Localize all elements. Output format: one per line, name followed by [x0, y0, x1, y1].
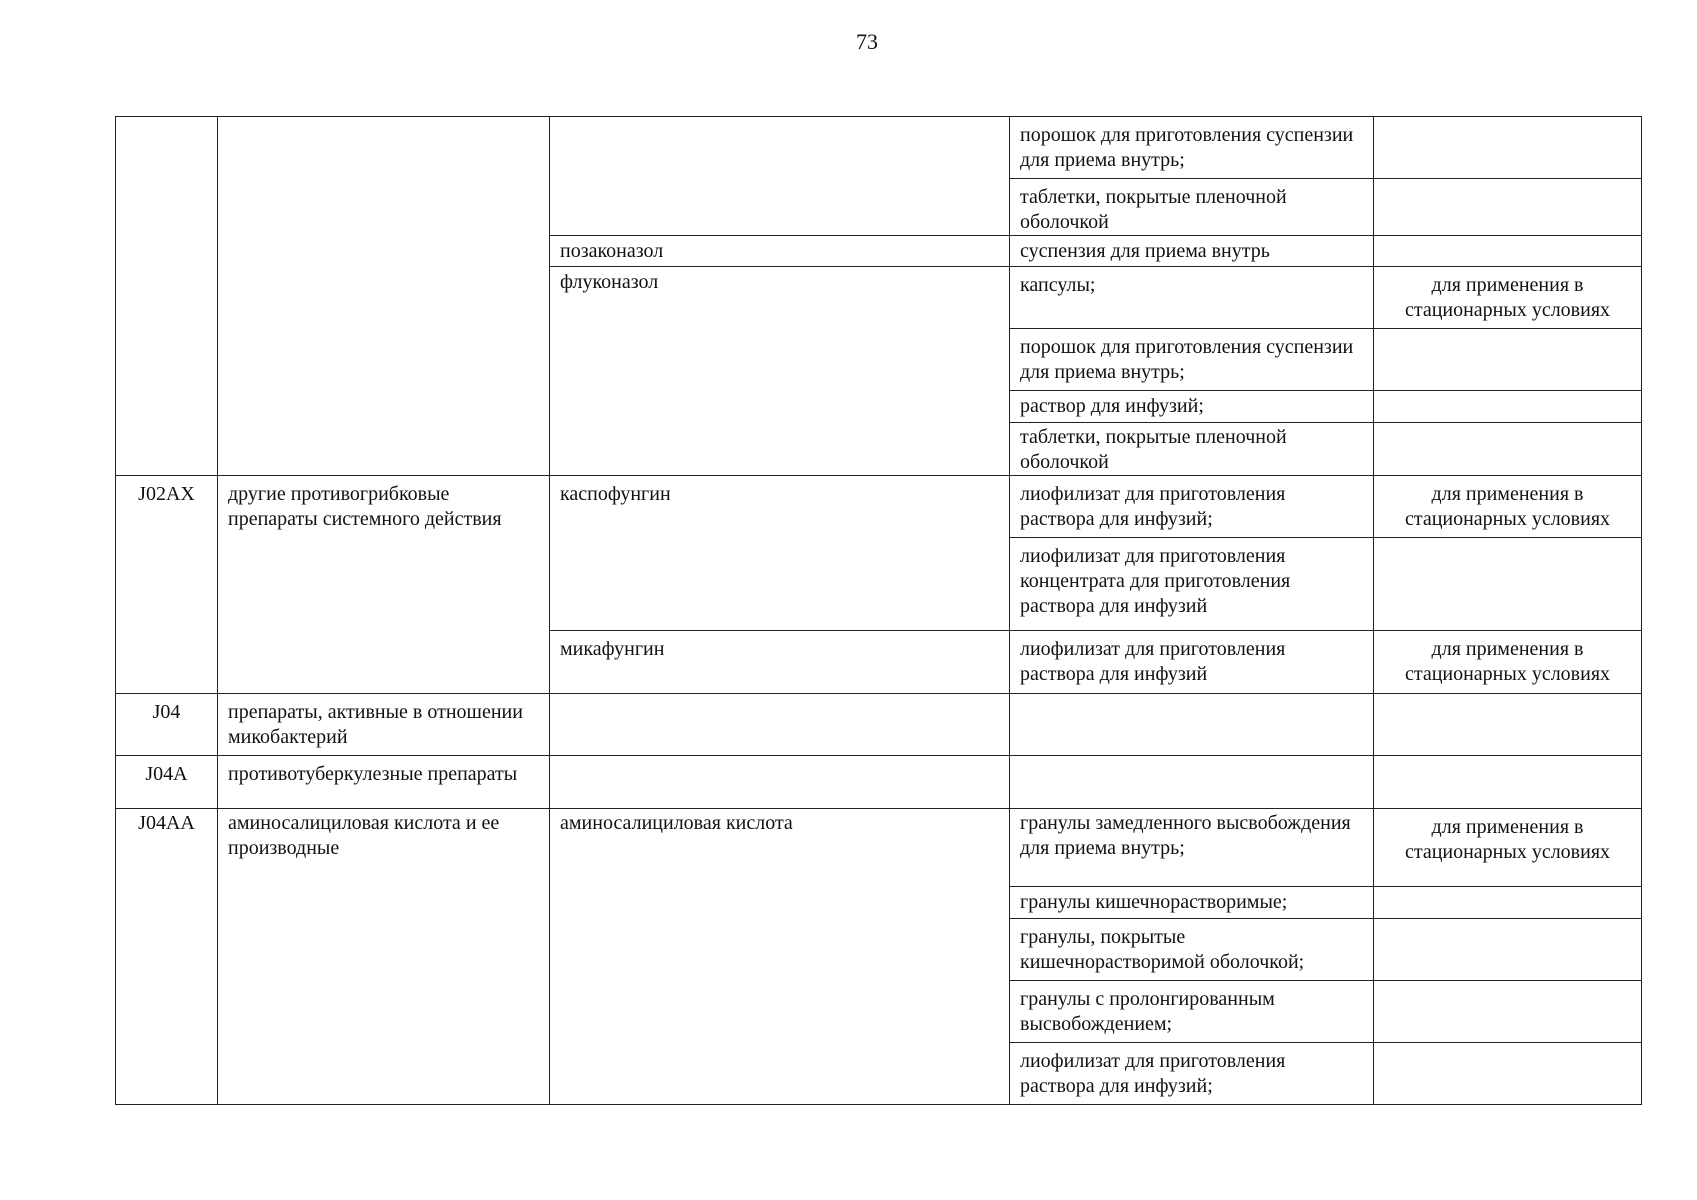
drug-cell	[550, 756, 1010, 809]
form-cell: лиофилизат для приготовления раствора для инфузий	[1010, 631, 1374, 694]
drug-cell: каспофунгин	[550, 476, 1010, 631]
note-cell	[1374, 981, 1642, 1043]
note-cell: для применения в стационарных условиях	[1374, 267, 1642, 329]
code-cell: J04AA	[116, 809, 218, 1105]
note-cell	[1374, 179, 1642, 236]
code-cell: J04A	[116, 756, 218, 809]
group-cell: аминосалициловая кислота и ее производные	[218, 809, 550, 1105]
drug-cell: аминосалициловая кислота	[550, 809, 1010, 1105]
code-cell	[116, 117, 218, 476]
table-row	[116, 476, 1642, 538]
form-cell: гранулы замедленного высвобождения для приема внутрь;	[1010, 809, 1374, 887]
table-row	[116, 756, 1642, 809]
note-cell	[1374, 538, 1642, 631]
note-cell	[1374, 236, 1642, 267]
note-cell	[1374, 423, 1642, 476]
drug-cell	[550, 117, 1010, 236]
note-cell	[1374, 117, 1642, 179]
note-cell	[1374, 919, 1642, 981]
code-cell: J02AX	[116, 476, 218, 694]
form-cell: гранулы с пролонгированным высвобождением;	[1010, 981, 1374, 1043]
form-cell: порошок для приготовления суспензии для приема внутрь;	[1010, 117, 1374, 179]
note-cell	[1374, 329, 1642, 391]
medication-table	[115, 116, 1642, 1105]
page-number: 73	[856, 29, 878, 54]
form-cell: гранулы кишечнорастворимые;	[1010, 887, 1374, 919]
note-cell	[1374, 1043, 1642, 1105]
form-cell: гранулы, покрытые кишечнорастворимой оболочкой;	[1010, 919, 1374, 981]
form-cell: лиофилизат для приготовления раствора для инфузий;	[1010, 476, 1374, 538]
group-cell: другие противогрибковые препараты системного действия	[218, 476, 550, 694]
drug-cell: флуконазол	[550, 267, 1010, 476]
form-cell: лиофилизат для приготовления концентрата для приготовления раствора для инфузий	[1010, 538, 1374, 631]
form-cell: суспензия для приема внутрь	[1010, 236, 1374, 267]
table-row	[116, 117, 1642, 179]
drug-cell: микафунгин	[550, 631, 1010, 694]
form-cell: раствор для инфузий;	[1010, 391, 1374, 423]
group-cell	[218, 117, 550, 476]
form-cell: порошок для приготовления суспензии для приема внутрь;	[1010, 329, 1374, 391]
note-cell	[1374, 391, 1642, 423]
form-cell	[1010, 694, 1374, 756]
form-cell: таблетки, покрытые пленочной оболочкой	[1010, 423, 1374, 476]
note-cell: для применения в стационарных условиях	[1374, 631, 1642, 694]
form-cell	[1010, 756, 1374, 809]
table-row	[116, 809, 1642, 887]
note-cell	[1374, 756, 1642, 809]
note-cell	[1374, 694, 1642, 756]
drug-cell	[550, 694, 1010, 756]
note-cell: для применения в стационарных условиях	[1374, 809, 1642, 887]
group-cell: противотуберкулезные препараты	[218, 756, 550, 809]
drug-cell: позаконазол	[550, 236, 1010, 267]
form-cell: таблетки, покрытые пленочной оболочкой	[1010, 179, 1374, 236]
note-cell	[1374, 887, 1642, 919]
form-cell: капсулы;	[1010, 267, 1374, 329]
note-cell: для применения в стационарных условиях	[1374, 476, 1642, 538]
code-cell: J04	[116, 694, 218, 756]
group-cell: препараты, активные в отношении микобактерий	[218, 694, 550, 756]
table-row	[116, 694, 1642, 756]
form-cell: лиофилизат для приготовления раствора для инфузий;	[1010, 1043, 1374, 1105]
